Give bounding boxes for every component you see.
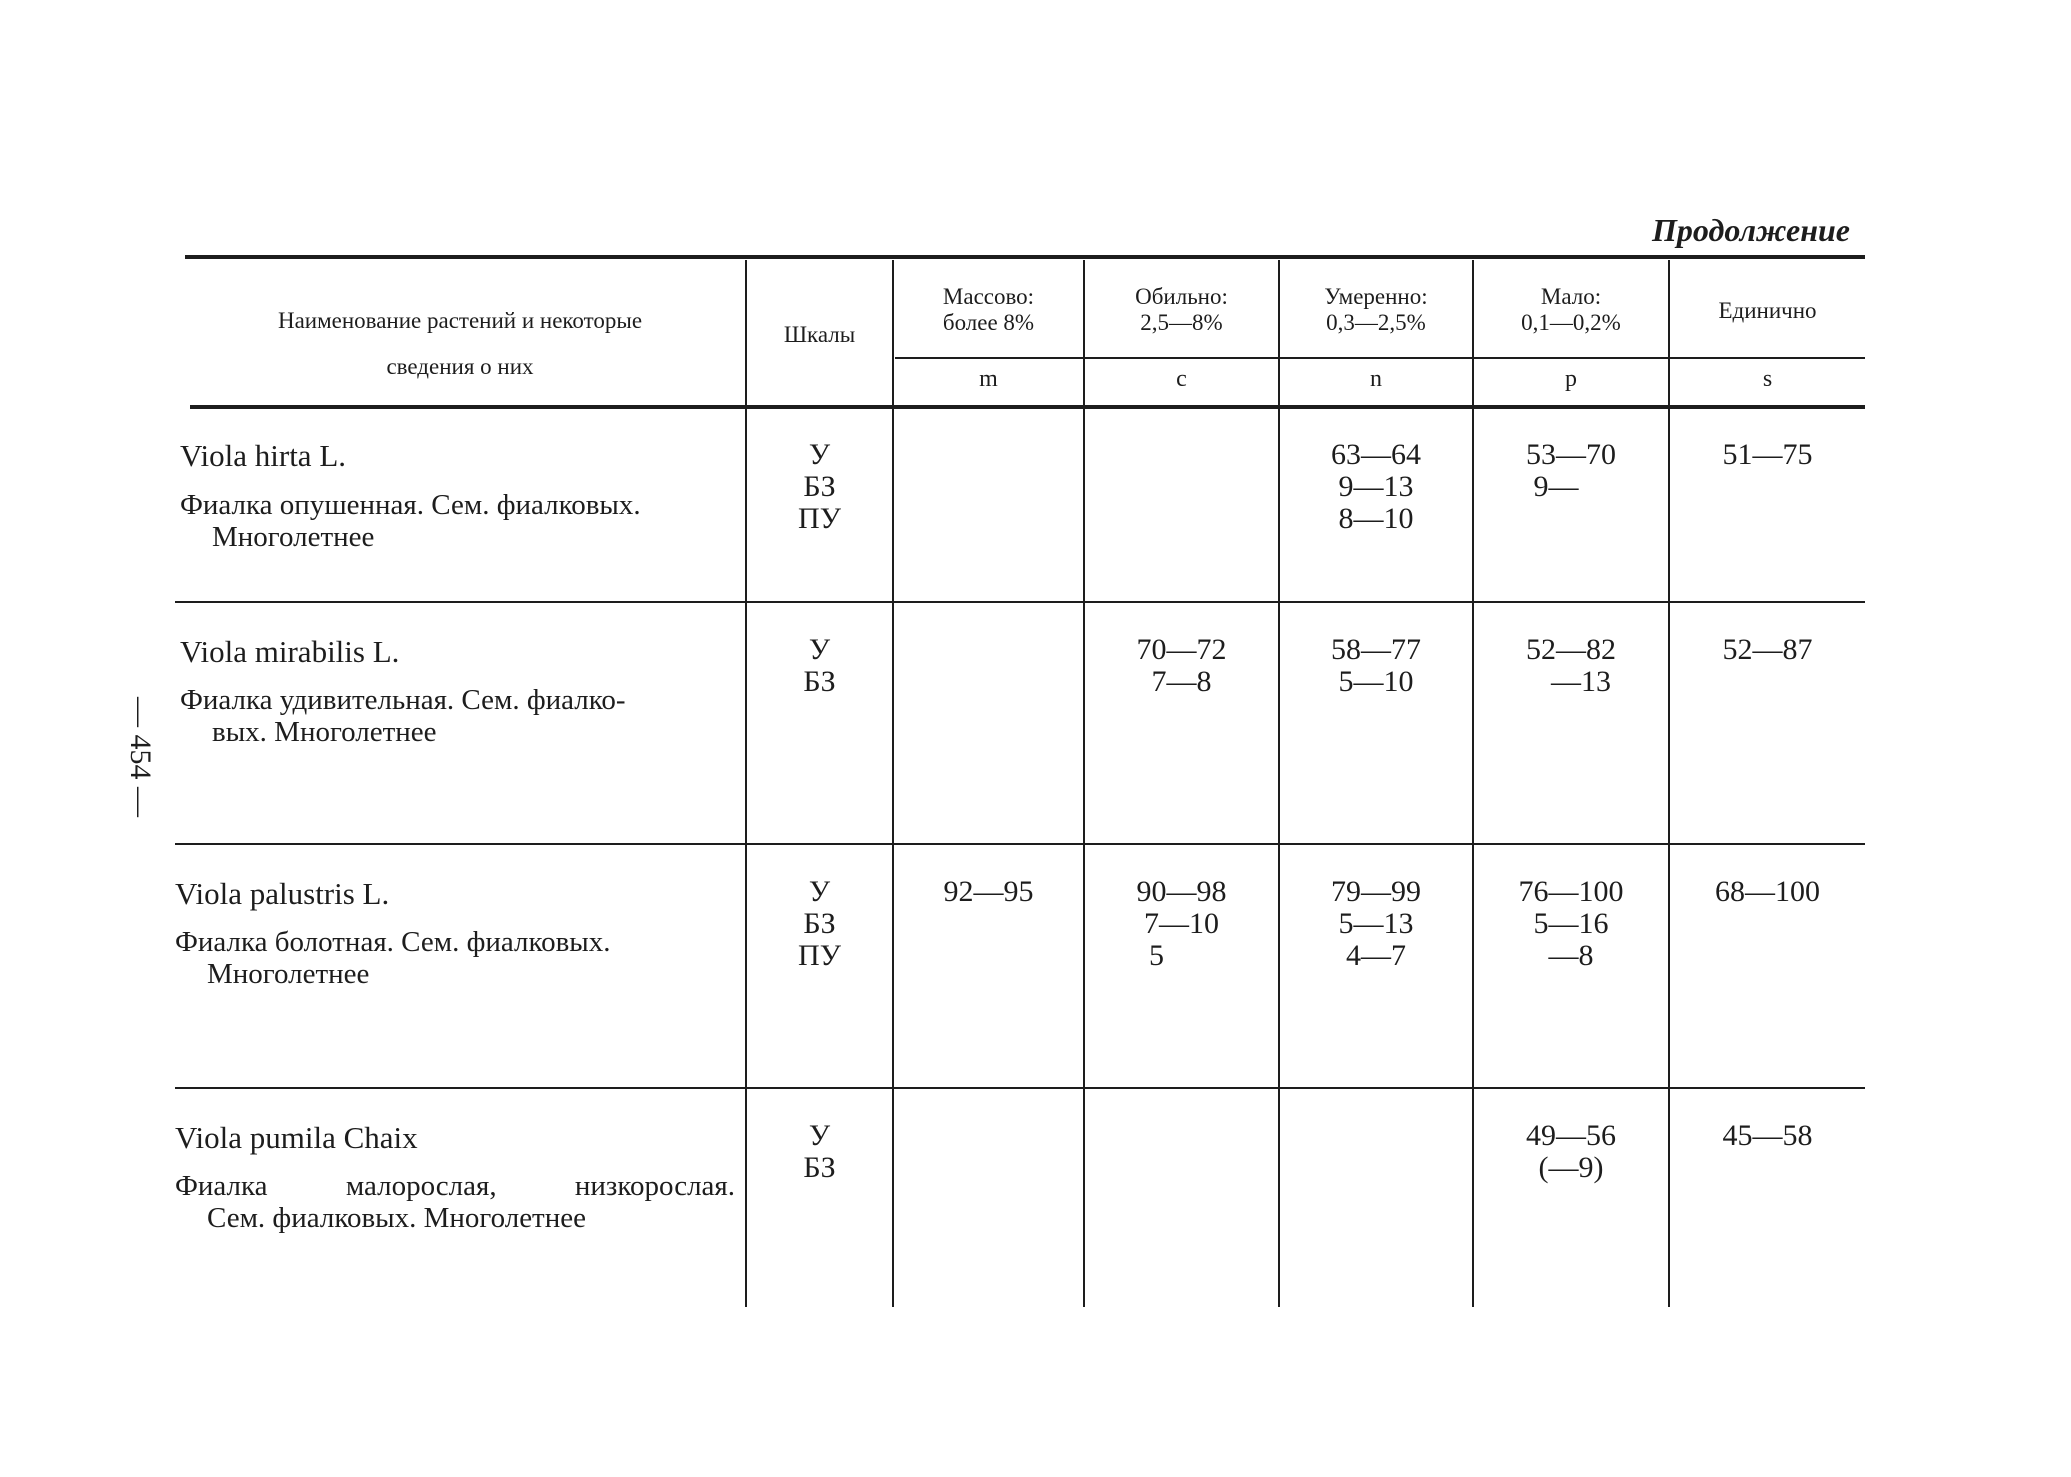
plant-description: Фиалка опушенная. Сем. фиалковых. Многолетнее [180,489,641,553]
row-divider [175,1087,1865,1089]
value-p: 76—100 5—16 —8 [1518,875,1624,972]
value-p: 52—82 —13 [1526,633,1616,698]
header-name: Наименование растений и некоторые сведения о них [277,308,643,379]
header-code-c: c [1176,366,1187,392]
plant-description: Фиалка болотная. Сем. фиалковых. Многолетнее [175,926,611,990]
value-c: 90—98 7—10 5 [1136,875,1227,972]
value-n: 63—64 9—13 8—10 [1331,438,1421,535]
scale-list: У БЗ [803,1119,836,1184]
scale-list: У БЗ [803,633,836,698]
row-divider [175,601,1865,603]
value-s: 51—75 [1722,438,1813,471]
header-scale: Шкалы [783,322,856,347]
value-n: 79—99 5—13 4—7 [1331,875,1421,972]
plant-latin-name: Viola mirabilis L. [180,634,400,669]
plant-latin-name: Viola palustris L. [175,876,390,911]
scale-list: У БЗ ПУ [798,438,841,535]
row-divider [175,843,1865,845]
header-obilno: Обильно: 2,5—8% [1135,284,1228,335]
value-m: 92—95 [943,875,1034,908]
header-bottom-rule [190,405,1865,409]
value-c: 70—72 7—8 [1136,633,1227,698]
column-divider [1278,260,1280,1307]
table-top-rule [185,255,1865,259]
value-p: 53—70 9— [1526,438,1616,503]
value-s: 52—87 [1722,633,1813,666]
continuation-label: Продолжение [1652,212,1850,248]
header-malo: Мало: 0,1—0,2% [1521,284,1621,335]
scale-list: У БЗ ПУ [798,875,841,972]
header-massovo: Массово: более 8% [942,284,1035,335]
page-number: — 454 — [124,697,157,817]
header-sub-rule [895,357,1865,359]
plant-description: Фиалка малорослая, низкорослая. Сем. фиалковых. Многолетнее [175,1170,735,1234]
column-divider [1083,260,1085,1307]
header-code-n: n [1370,366,1382,392]
plant-description: Фиалка удивительная. Сем. фиалко- вых. Многолетнее [180,684,626,748]
value-s: 45—58 [1722,1119,1813,1152]
header-code-s: s [1762,366,1773,392]
plant-latin-name: Viola hirta L. [180,438,347,473]
header-code-p: p [1565,366,1577,392]
header-umerenno: Умеренно: 0,3—2,5% [1324,284,1428,335]
column-divider [892,260,894,1307]
header-edinichno: Единично [1718,298,1817,323]
plant-latin-name: Viola pumila Chaix [175,1120,418,1155]
header-code-m: m [979,366,998,392]
value-p: 49—56 (—9) [1526,1119,1616,1184]
value-n: 58—77 5—10 [1331,633,1421,698]
value-s: 68—100 [1715,875,1820,908]
